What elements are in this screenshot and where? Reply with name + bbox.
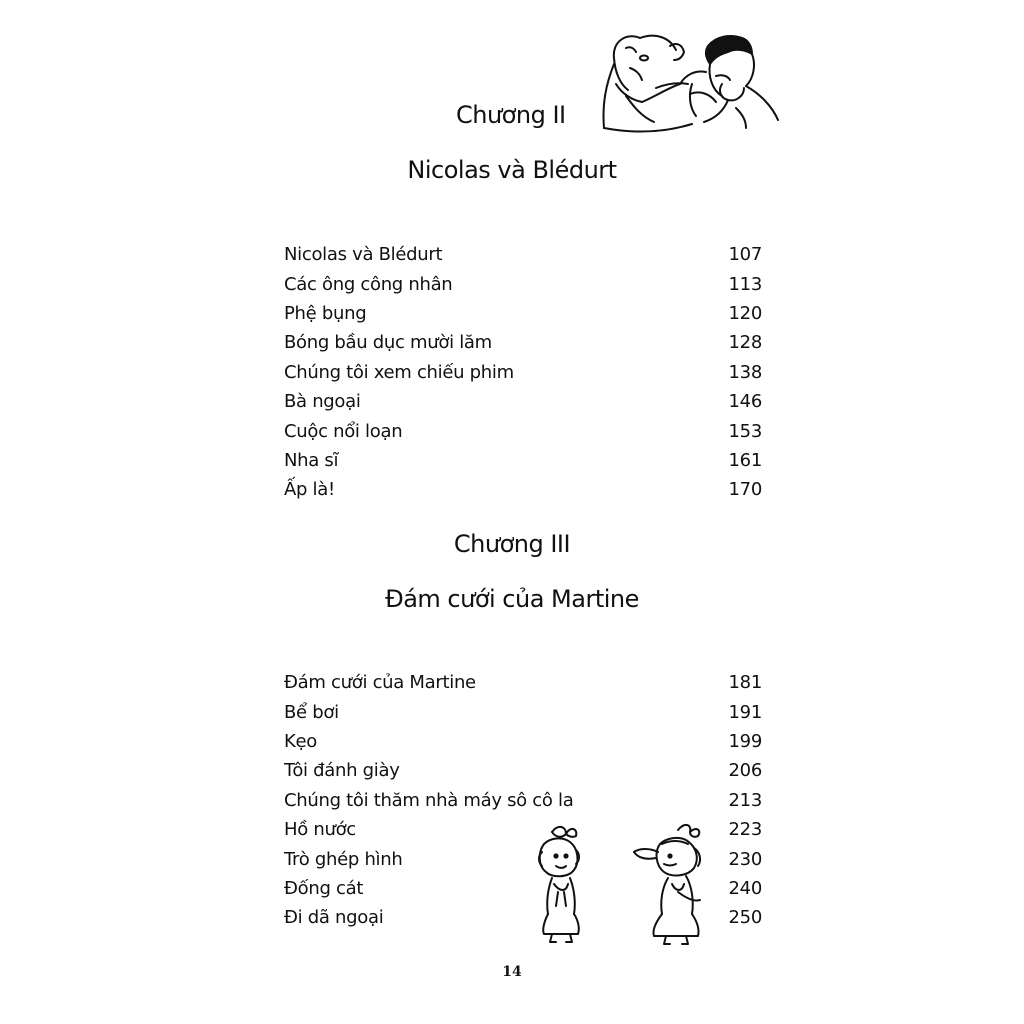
toc-entry-page: 128 [728,332,762,354]
toc-entry[interactable] [284,269,762,298]
toc-entry-title: Các ông công nhân [284,273,453,295]
toc-entry-page: 191 [728,701,762,723]
toc-entry-title: Hồ nước [284,819,356,841]
toc-entry-page: 230 [728,848,762,870]
toc-entry[interactable] [284,446,762,475]
chapter-3-title: Đám cưới của Martine [385,585,639,613]
toc-entry[interactable] [284,299,762,328]
toc-entry-title: Nha sĩ [284,449,339,471]
toc-entry-page: 146 [728,391,762,413]
toc-entry[interactable] [284,727,762,756]
two-girls-illustration [530,822,720,948]
chapter-3-label: Chương III [453,530,571,558]
toc-entry[interactable] [284,240,762,269]
toc-entry-page: 161 [728,449,762,471]
chapter-2-label: Chương II [456,101,566,129]
toc-entry-title: Chúng tôi xem chiếu phim [284,361,514,383]
toc-entry-page: 250 [728,907,762,929]
toc-entry-title: Đám cưới của Martine [284,672,476,694]
toc-entry-page: 120 [728,302,762,324]
toc-entry-title: Trò ghép hình [284,848,403,870]
toc-entry-page: 107 [728,244,762,266]
toc-entry-title: Bóng bầu dục mười lăm [284,332,492,354]
toc-entry-page: 240 [728,877,762,899]
toc-entry-page: 223 [728,819,762,841]
toc-entry[interactable] [284,416,762,445]
chapter-2-title: Nicolas và Blédurt [407,156,617,184]
toc-entry-title: Chúng tôi thăm nhà máy sô cô la [284,789,574,811]
toc-entry[interactable] [284,475,762,504]
toc-entry-title: Ấp là! [284,479,335,501]
toc-entry[interactable] [284,328,762,357]
toc-entry[interactable] [284,786,762,815]
toc-entry-page: 113 [728,273,762,295]
toc-entry-page: 170 [728,479,762,501]
toc-entry-page: 181 [728,672,762,694]
toc-entry-title: Phệ bụng [284,302,367,324]
toc-entry-title: Bà ngoại [284,391,361,413]
toc-entry[interactable] [284,697,762,726]
page-number: 14 [502,964,522,980]
toc-entry-page: 153 [728,420,762,442]
two-men-embracing-illustration [596,24,786,142]
toc-entry-title: Cuộc nổi loạn [284,420,403,442]
toc-entry[interactable] [284,756,762,785]
toc-entry-title: Kẹo [284,730,317,752]
toc-entry[interactable] [284,358,762,387]
chapter-2-toc [284,240,762,505]
toc-entry-page: 213 [728,789,762,811]
toc-entry-title: Tôi đánh giày [284,760,400,782]
toc-entry-page: 206 [728,760,762,782]
toc-entry[interactable] [284,387,762,416]
toc-entry-title: Bể bơi [284,701,339,723]
toc-entry[interactable] [284,668,762,697]
toc-entry-page: 199 [728,730,762,752]
toc-entry-page: 138 [728,361,762,383]
toc-entry-title: Đống cát [284,877,364,899]
toc-entry-title: Nicolas và Blédurt [284,244,443,266]
toc-entry-title: Đi dã ngoại [284,907,384,929]
